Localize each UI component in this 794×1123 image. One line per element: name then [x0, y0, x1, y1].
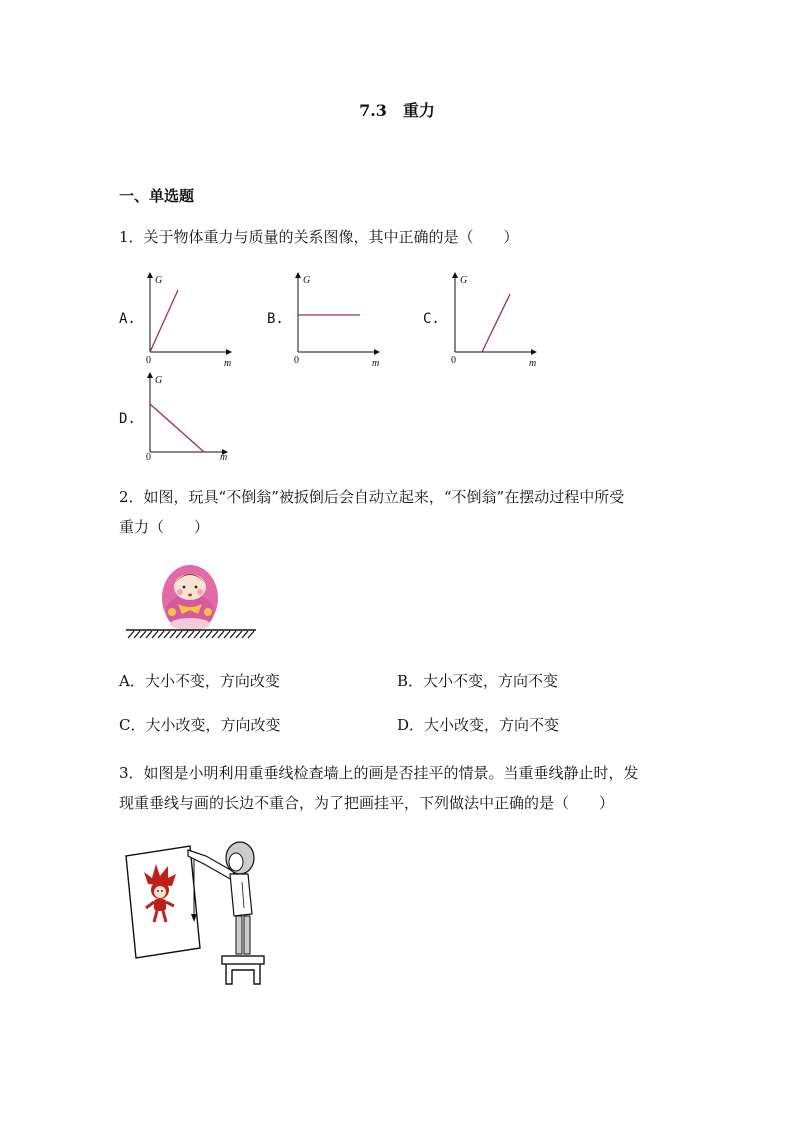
gm-line — [150, 290, 178, 352]
option-c-label: C. — [423, 311, 440, 327]
gm-line — [150, 404, 204, 452]
x-axis-label: m — [372, 358, 380, 368]
gm-line — [482, 294, 510, 352]
section-heading: 一、单选题 — [119, 187, 195, 205]
origin-label: 0 — [451, 355, 456, 366]
x-axis-label: m — [220, 452, 228, 463]
y-axis-label: G — [155, 375, 163, 386]
plumb-line-illustration — [118, 834, 278, 998]
origin-label: 0 — [294, 355, 299, 366]
option-a-label: A. — [119, 311, 136, 327]
x-axis-label: m — [224, 358, 232, 368]
question-2-stem-line1: 2．如图，玩具“不倒翁”被扳倒后会自动立起来，“不倒翁”在摆动过程中所受 — [119, 488, 625, 506]
x-axis-label: m — [529, 358, 537, 368]
question-3-stem-line1: 3．如图是小明利用重垂线检查墙上的画是否挂平的情景。当重垂线静止时，发 — [119, 764, 639, 782]
y-axis-label: G — [303, 275, 311, 286]
y-axis-label: G — [155, 275, 163, 286]
origin-label: 0 — [146, 452, 151, 463]
q2-choice-b[interactable]: B．大小不变，方向不变 — [397, 672, 559, 690]
option-c-graph[interactable] — [445, 268, 545, 368]
tumbler-doll-illustration — [122, 560, 262, 648]
origin-label: 0 — [146, 355, 151, 366]
page-title: 7.3 重力 — [359, 101, 435, 120]
question-3-stem-line2: 现重垂线与画的长边不重合，为了把画挂平，下列做法中正确的是（ ） — [119, 794, 615, 812]
q2-choice-d[interactable]: D．大小改变，方向不变 — [397, 716, 560, 734]
option-d-graph[interactable] — [140, 368, 240, 468]
option-b-label: B. — [267, 311, 284, 327]
q2-choice-a[interactable]: A．大小不变，方向改变 — [119, 672, 280, 690]
option-b-graph[interactable] — [288, 268, 388, 368]
q2-choice-c[interactable]: C．大小改变，方向改变 — [119, 716, 281, 734]
option-a-graph[interactable] — [140, 268, 240, 368]
question-1-stem: 1．关于物体重力与质量的关系图像，其中正确的是（ ） — [119, 228, 519, 246]
question-2-stem-line2: 重力（ ） — [119, 518, 210, 536]
option-d-label: D. — [119, 411, 136, 427]
y-axis-label: G — [460, 275, 468, 286]
